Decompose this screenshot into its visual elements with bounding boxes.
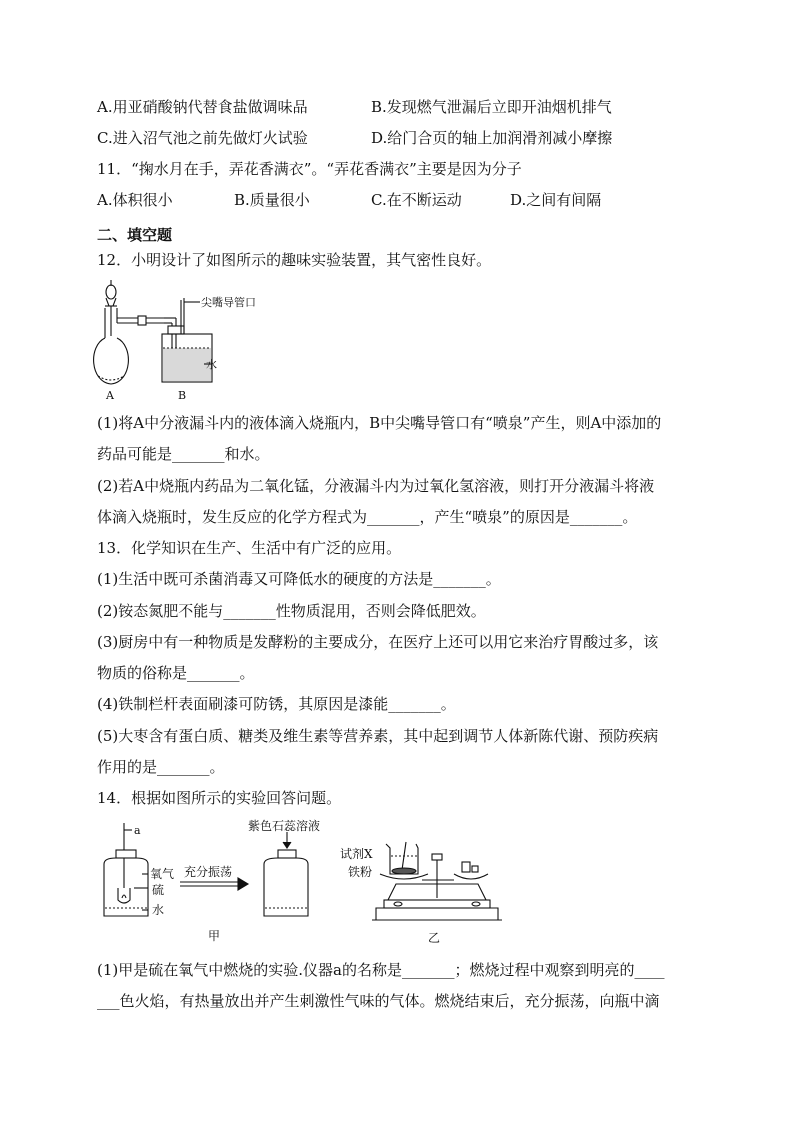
q13-part3-line2: 物质的俗称是_______。 [97, 664, 255, 682]
q13-part1: (1)生活中既可杀菌消毒又可降低水的硬度的方法是_______。 [97, 570, 501, 588]
label-iron-powder: 铁粉 [348, 865, 373, 879]
gas-bottle-2-icon [264, 832, 308, 916]
q10-option-c: C.进入沼气池之前先做灯火试验 [97, 129, 308, 147]
bottle-b-icon [162, 298, 212, 382]
q13-part5-line2: 作用的是_______。 [97, 758, 225, 776]
q10-option-b: B.发现燃气泄漏后立即开油烟机排气 [371, 98, 612, 116]
label-sulfur: 硫 [152, 883, 165, 897]
label-a-instrument: a [134, 824, 141, 837]
q10-option-a: A.用亚硝酸钠代替食盐做调味品 [97, 98, 308, 116]
q12-stem: 12．小明设计了如图所示的趣味实验装置，其气密性良好。 [97, 251, 492, 269]
q11-option-a: A.体积很小 [97, 191, 173, 209]
q10-option-d: D.给门合页的轴上加润滑剂减小摩擦 [371, 129, 613, 147]
q11-option-c: C.在不断运动 [371, 191, 462, 209]
q11-stem: 11．“掬水月在手，弄花香满衣”。“弄花香满衣”主要是因为分子 [97, 160, 522, 178]
q13-part2: (2)铵态氮肥不能与_______性物质混用，否则会降低肥效。 [97, 602, 486, 620]
q12-part2-line2: 体滴入烧瓶时，发生反应的化学方程式为_______，产生“喷泉”的原因是_______。 [97, 508, 638, 526]
q14-part1-line2: ___色火焰，有热量放出并产生刺激性气味的气体。燃烧结束后，充分振荡，向瓶中滴 [97, 992, 660, 1010]
label-oxygen: 氧气 [150, 867, 175, 881]
label-yi: 乙 [428, 931, 441, 945]
label-nozzle: 尖嘴导管口 [201, 296, 256, 309]
q14-part1-line1: (1)甲是硫在氧气中燃烧的实验.仪器a的名称是_______；燃烧过程中观察到明亮的____ [97, 961, 665, 979]
label-b: B [178, 389, 187, 402]
q13-part3-line1: (3)厨房中有一种物质是发酵粉的主要成分，在医疗上还可以用它来治疗胃酸过多，该 [97, 633, 659, 651]
label-a: A [106, 389, 114, 402]
gas-bottle-icon [104, 823, 148, 916]
q13-stem: 13．化学知识在生产、生活中有广泛的应用。 [97, 539, 402, 557]
label-shake: 充分振荡 [184, 865, 233, 879]
label-jia: 甲 [208, 929, 221, 943]
separatory-funnel-icon [105, 280, 117, 336]
q12-part2-line1: (2)若A中烧瓶内药品为二氧化锰，分液漏斗内为过氧化氢溶液，则打开分液漏斗将液 [97, 477, 655, 495]
label-litmus: 紫色石蕊溶液 [248, 819, 321, 833]
q14-figure-jia [92, 818, 332, 946]
section-heading-fill-in: 二、填空题 [97, 226, 173, 244]
label-water: 水 [206, 358, 217, 371]
q14-stem: 14．根据如图所示的实验回答问题。 [97, 789, 342, 807]
label-water-jia: 水 [152, 903, 165, 917]
q11-option-d: D.之间有间隔 [510, 191, 602, 209]
q12-apparatus-figure [92, 278, 282, 403]
q12-part1-line1: (1)将A中分液漏斗内的液体滴入烧瓶内，B中尖嘴导管口有“喷泉”产生，则A中添加的 [97, 414, 662, 432]
q13-part5-line1: (5)大枣含有蛋白质、糖类及维生素等营养素，其中起到调节人体新陈代谢、预防疾病 [97, 727, 659, 745]
q11-option-b: B.质量很小 [234, 191, 310, 209]
q12-part1-line2: 药品可能是_______和水。 [97, 445, 270, 463]
q13-part4: (4)铁制栏杆表面刷漆可防锈，其原因是漆能_______。 [97, 695, 456, 713]
arrow-right-icon [180, 878, 248, 890]
label-reagent-x: 试剂X [340, 847, 373, 861]
balance-scale-icon [372, 842, 502, 920]
q14-figure-yi [336, 840, 516, 948]
